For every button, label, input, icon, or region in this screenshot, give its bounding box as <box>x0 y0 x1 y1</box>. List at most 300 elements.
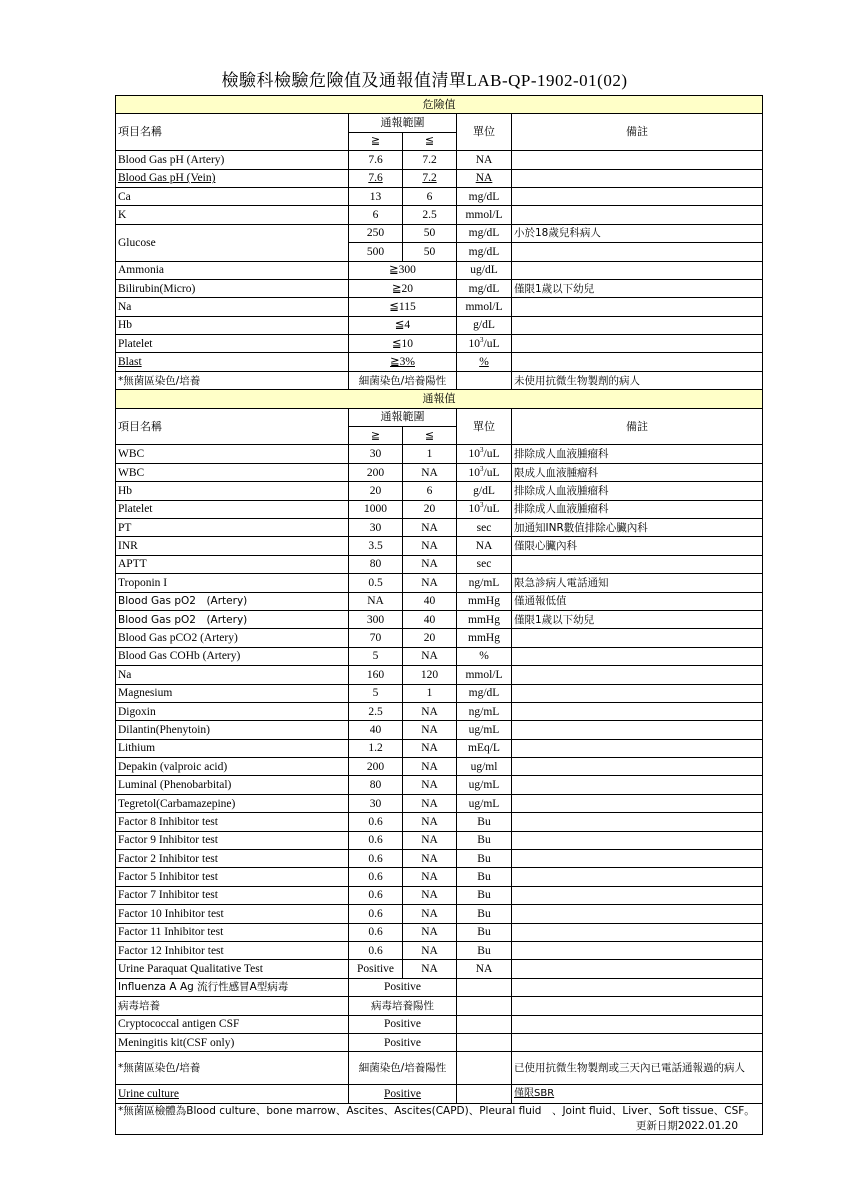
table-row <box>116 850 763 868</box>
note-cell <box>512 702 763 720</box>
table-row <box>116 831 763 849</box>
note-cell: 僅限1歲以下幼兒 <box>512 610 763 628</box>
item-name: Factor 12 Inhibitor test <box>116 941 349 959</box>
column-header-range: 通報範圍 <box>349 408 457 426</box>
table-row <box>116 739 763 757</box>
table-row <box>116 279 763 297</box>
unit-cell: ng/mL <box>457 702 512 720</box>
table-row <box>116 335 763 353</box>
item-name: Blood Gas pO2 (Artery) <box>116 592 349 610</box>
unit-cell <box>457 335 512 353</box>
table-row <box>116 1052 763 1085</box>
threshold-ge: 30 <box>349 518 403 536</box>
threshold-le: 40 <box>403 592 457 610</box>
item-name: Tegretol(Carbamazepine) <box>116 794 349 812</box>
unit-cell: Bu <box>457 886 512 904</box>
unit-cell <box>457 997 512 1015</box>
unit-cell: mmol/L <box>457 666 512 684</box>
item-name: Influenza A Ag 流行性感冒A型病毒 <box>116 978 349 996</box>
note-cell <box>512 941 763 959</box>
note-cell <box>512 923 763 941</box>
note-cell <box>512 813 763 831</box>
item-name: Na <box>116 298 349 316</box>
note-cell: 排除成人血液腫瘤科 <box>512 482 763 500</box>
table-row <box>116 941 763 959</box>
table-row <box>116 886 763 904</box>
threshold-ge: NA <box>349 592 403 610</box>
threshold-le: NA <box>403 941 457 959</box>
table-row <box>116 610 763 628</box>
table-row <box>116 298 763 316</box>
item-name: Na <box>116 666 349 684</box>
note-cell <box>512 905 763 923</box>
table-row <box>116 463 763 481</box>
unit-cell: ug/mL <box>457 721 512 739</box>
section-title: 通報值 <box>116 390 763 408</box>
threshold-le: NA <box>403 702 457 720</box>
note-cell <box>512 555 763 573</box>
threshold-le: 1 <box>403 684 457 702</box>
column-header-range: 通報範圍 <box>349 114 457 132</box>
threshold-le: NA <box>403 555 457 573</box>
item-name: Bilirubin(Micro) <box>116 279 349 297</box>
threshold-ge: 20 <box>349 482 403 500</box>
item-name: Blood Gas pH (Vein) <box>116 169 349 187</box>
threshold-le: 20 <box>403 629 457 647</box>
threshold-le: NA <box>403 960 457 978</box>
unit-cell: mg/dL <box>457 224 512 242</box>
range-value: ≧3% <box>349 353 457 371</box>
threshold-le: NA <box>403 574 457 592</box>
item-name: *無菌區染色/培養 <box>116 371 349 389</box>
footer-note: *無菌區檢體為Blood culture、bone marrow、Ascites、Ascites(CAPD)、Pleural fluid 、Joint fluid、Liver、Soft tissue、CSF。 <box>118 1104 755 1117</box>
threshold-le: 7.2 <box>403 151 457 169</box>
unit-base: 10 <box>468 448 480 461</box>
unit-cell: ug/dL <box>457 261 512 279</box>
section-title: 危險值 <box>116 96 763 114</box>
unit-cell: mmHg <box>457 592 512 610</box>
note-cell <box>512 886 763 904</box>
threshold-le: NA <box>403 518 457 536</box>
threshold-ge: 1.2 <box>349 739 403 757</box>
threshold-le: 40 <box>403 610 457 628</box>
range-value: Positive <box>349 1033 457 1051</box>
unit-cell: % <box>457 353 512 371</box>
item-name: Digoxin <box>116 702 349 720</box>
table-row <box>116 776 763 794</box>
table-row <box>116 518 763 536</box>
note-cell <box>512 151 763 169</box>
table-row <box>116 445 763 463</box>
document-title: 檢驗科檢驗危險值及通報值清單LAB-QP-1902-01(02) <box>221 71 628 90</box>
table-row <box>116 316 763 334</box>
item-name: Urine culture <box>116 1085 349 1103</box>
threshold-le: NA <box>403 886 457 904</box>
threshold-ge: Positive <box>349 960 403 978</box>
item-name: Troponin I <box>116 574 349 592</box>
note-cell <box>512 868 763 886</box>
item-name: Blood Gas pCO2 (Artery) <box>116 629 349 647</box>
note-cell <box>512 978 763 996</box>
update-date: 更新日期2022.01.20 <box>635 1119 739 1132</box>
note-cell <box>512 353 763 371</box>
item-name: Dilantin(Phenytoin) <box>116 721 349 739</box>
table-row <box>116 555 763 573</box>
threshold-le: NA <box>403 537 457 555</box>
item-name: Hb <box>116 482 349 500</box>
unit-exponent: 3 <box>480 446 484 455</box>
threshold-ge: 1000 <box>349 500 403 518</box>
threshold-ge: 0.6 <box>349 905 403 923</box>
table-row <box>116 794 763 812</box>
table-row <box>116 684 763 702</box>
unit-cell: mg/dL <box>457 684 512 702</box>
item-name: Factor 8 Inhibitor test <box>116 813 349 831</box>
note-cell <box>512 997 763 1015</box>
item-name: Ca <box>116 187 349 205</box>
item-name: Urine Paraquat Qualitative Test <box>116 960 349 978</box>
threshold-ge: 200 <box>349 758 403 776</box>
column-header-item: 項目名稱 <box>116 408 349 445</box>
threshold-ge: 30 <box>349 794 403 812</box>
item-name: Factor 11 Inhibitor test <box>116 923 349 941</box>
column-header-row <box>116 114 763 132</box>
note-cell <box>512 684 763 702</box>
table-row <box>116 813 763 831</box>
unit-cell: sec <box>457 555 512 573</box>
unit-exponent: 3 <box>480 464 484 473</box>
unit-cell <box>457 371 512 389</box>
table-row <box>116 868 763 886</box>
unit-cell: ng/mL <box>457 574 512 592</box>
item-name: Ammonia <box>116 261 349 279</box>
item-name: K <box>116 206 349 224</box>
threshold-ge: 0.6 <box>349 923 403 941</box>
item-name: Blood Gas pH (Artery) <box>116 151 349 169</box>
item-name: 病毒培養 <box>116 997 349 1015</box>
item-name: Cryptococcal antigen CSF <box>116 1015 349 1033</box>
note-cell <box>512 739 763 757</box>
note-cell: 排除成人血液腫瘤科 <box>512 445 763 463</box>
item-name: *無菌區染色/培養 <box>116 1052 349 1085</box>
threshold-le: NA <box>403 905 457 923</box>
threshold-le: NA <box>403 794 457 812</box>
note-cell <box>512 298 763 316</box>
note-cell <box>512 187 763 205</box>
note-cell: 僅通報低值 <box>512 592 763 610</box>
unit-cell: g/dL <box>457 482 512 500</box>
unit-cell: NA <box>457 960 512 978</box>
threshold-ge: 5 <box>349 647 403 665</box>
threshold-ge: 5 <box>349 684 403 702</box>
table-row <box>116 1085 763 1103</box>
section-header-row <box>116 390 763 408</box>
unit-base: 10 <box>468 466 480 479</box>
table-row <box>116 1033 763 1051</box>
unit-cell <box>457 1015 512 1033</box>
note-cell <box>512 758 763 776</box>
table-row <box>116 758 763 776</box>
item-name: Glucose <box>116 224 349 261</box>
note-cell <box>512 169 763 187</box>
note-cell <box>512 850 763 868</box>
unit-cell: Bu <box>457 813 512 831</box>
threshold-le: 50 <box>403 224 457 242</box>
unit-cell: mmHg <box>457 629 512 647</box>
threshold-ge: 3.5 <box>349 537 403 555</box>
unit-cell <box>457 1033 512 1051</box>
column-header-le: ≦ <box>403 427 457 445</box>
unit-cell: Bu <box>457 905 512 923</box>
column-header-unit: 單位 <box>457 114 512 151</box>
range-value: Positive <box>349 1015 457 1033</box>
unit-cell <box>457 1052 512 1085</box>
threshold-le: NA <box>403 813 457 831</box>
item-name: PT <box>116 518 349 536</box>
threshold-ge: 0.6 <box>349 941 403 959</box>
threshold-ge: 6 <box>349 206 403 224</box>
table-row <box>116 923 763 941</box>
item-name: INR <box>116 537 349 555</box>
table-row <box>116 721 763 739</box>
unit-base: 10 <box>468 503 480 516</box>
item-name: Depakin (valproic acid) <box>116 758 349 776</box>
threshold-le: 7.2 <box>403 169 457 187</box>
unit-cell: Bu <box>457 923 512 941</box>
threshold-ge: 2.5 <box>349 702 403 720</box>
unit-cell: Bu <box>457 868 512 886</box>
table-row <box>116 702 763 720</box>
unit-cell: mg/dL <box>457 243 512 261</box>
unit-exponent: 3 <box>480 501 484 510</box>
note-cell: 未使用抗微生物製劑的病人 <box>512 371 763 389</box>
unit-cell <box>457 445 512 463</box>
threshold-le: 6 <box>403 187 457 205</box>
table-row <box>116 905 763 923</box>
note-cell <box>512 206 763 224</box>
unit-cell <box>457 1085 512 1103</box>
range-value: Positive <box>349 978 457 996</box>
unit-tail: /uL <box>483 448 500 461</box>
note-cell <box>512 776 763 794</box>
item-name: Blood Gas pO2 (Artery) <box>116 610 349 628</box>
unit-cell: mg/dL <box>457 279 512 297</box>
unit-cell: sec <box>457 518 512 536</box>
column-header-unit: 單位 <box>457 408 512 445</box>
unit-cell <box>457 463 512 481</box>
note-cell <box>512 335 763 353</box>
unit-cell: g/dL <box>457 316 512 334</box>
note-cell: 已使用抗微生物製劑或三天內已電話通報過的病人 <box>512 1052 763 1085</box>
threshold-le: 120 <box>403 666 457 684</box>
threshold-le: 50 <box>403 243 457 261</box>
column-header-item: 項目名稱 <box>116 114 349 151</box>
item-name: Factor 2 Inhibitor test <box>116 850 349 868</box>
unit-cell: Bu <box>457 941 512 959</box>
item-name: WBC <box>116 445 349 463</box>
section-header-row <box>116 96 763 114</box>
note-cell: 排除成人血液腫瘤科 <box>512 500 763 518</box>
threshold-le: NA <box>403 721 457 739</box>
item-name: Platelet <box>116 500 349 518</box>
unit-cell: % <box>457 647 512 665</box>
range-value: Positive <box>349 1085 457 1103</box>
item-name: Factor 5 Inhibitor test <box>116 868 349 886</box>
item-name: Magnesium <box>116 684 349 702</box>
item-name: Factor 9 Inhibitor test <box>116 831 349 849</box>
threshold-ge: 300 <box>349 610 403 628</box>
table-row <box>116 537 763 555</box>
table-row <box>116 187 763 205</box>
unit-cell: Bu <box>457 850 512 868</box>
item-name: APTT <box>116 555 349 573</box>
note-cell <box>512 243 763 261</box>
range-value: ≦4 <box>349 316 457 334</box>
range-value: ≦115 <box>349 298 457 316</box>
item-name: Hb <box>116 316 349 334</box>
threshold-ge: 7.6 <box>349 151 403 169</box>
table-row <box>116 261 763 279</box>
unit-cell: Bu <box>457 831 512 849</box>
item-name: Factor 7 Inhibitor test <box>116 886 349 904</box>
note-cell <box>512 666 763 684</box>
note-cell <box>512 721 763 739</box>
note-cell <box>512 794 763 812</box>
threshold-ge: 0.6 <box>349 831 403 849</box>
threshold-ge: 40 <box>349 721 403 739</box>
threshold-ge: 200 <box>349 463 403 481</box>
note-cell <box>512 647 763 665</box>
unit-cell: NA <box>457 537 512 555</box>
column-header-le: ≦ <box>403 132 457 150</box>
table-row <box>116 592 763 610</box>
note-cell <box>512 316 763 334</box>
threshold-le: NA <box>403 463 457 481</box>
range-value: 細菌染色/培養陽性 <box>349 1052 457 1085</box>
unit-cell: mmHg <box>457 610 512 628</box>
column-header-row <box>116 408 763 426</box>
table-row <box>116 1015 763 1033</box>
table-row <box>116 482 763 500</box>
item-name: Blast <box>116 353 349 371</box>
threshold-ge: 7.6 <box>349 169 403 187</box>
item-name: WBC <box>116 463 349 481</box>
table-row <box>116 353 763 371</box>
item-name: Luminal (Phenobarbital) <box>116 776 349 794</box>
threshold-le: NA <box>403 831 457 849</box>
unit-cell: ug/mL <box>457 794 512 812</box>
threshold-le: NA <box>403 850 457 868</box>
unit-cell: NA <box>457 169 512 187</box>
threshold-le: NA <box>403 868 457 886</box>
threshold-ge: 500 <box>349 243 403 261</box>
table-row <box>116 151 763 169</box>
threshold-le: NA <box>403 647 457 665</box>
column-header-ge: ≧ <box>349 427 403 445</box>
item-name: Factor 10 Inhibitor test <box>116 905 349 923</box>
threshold-ge: 30 <box>349 445 403 463</box>
table-row <box>116 169 763 187</box>
unit-base: 10 <box>468 337 480 350</box>
threshold-ge: 0.6 <box>349 868 403 886</box>
note-cell <box>512 261 763 279</box>
table-row <box>116 371 763 389</box>
range-value: 病毒培養陽性 <box>349 997 457 1015</box>
threshold-le: 2.5 <box>403 206 457 224</box>
unit-cell: mEq/L <box>457 739 512 757</box>
range-value: ≧300 <box>349 261 457 279</box>
unit-exponent: 3 <box>480 335 484 344</box>
threshold-ge: 13 <box>349 187 403 205</box>
threshold-ge: 250 <box>349 224 403 242</box>
threshold-le: NA <box>403 776 457 794</box>
unit-cell: ug/ml <box>457 758 512 776</box>
table-row <box>116 629 763 647</box>
critical-value-table <box>115 95 763 1135</box>
table-row <box>116 978 763 996</box>
column-header-ge: ≧ <box>349 132 403 150</box>
threshold-le: 6 <box>403 482 457 500</box>
table-row <box>116 206 763 224</box>
note-cell: 小於18歲兒科病人 <box>512 224 763 242</box>
note-cell <box>512 1015 763 1033</box>
threshold-ge: 160 <box>349 666 403 684</box>
unit-cell: ug/mL <box>457 776 512 794</box>
footer-row <box>116 1103 763 1134</box>
unit-cell: NA <box>457 151 512 169</box>
threshold-ge: 0.6 <box>349 813 403 831</box>
note-cell <box>512 629 763 647</box>
table-row <box>116 647 763 665</box>
column-header-note: 備註 <box>512 114 763 151</box>
note-cell <box>512 1033 763 1051</box>
unit-cell: mmol/L <box>457 206 512 224</box>
threshold-le: NA <box>403 739 457 757</box>
note-cell: 限急診病人電話通知 <box>512 574 763 592</box>
note-cell <box>512 960 763 978</box>
table-row <box>116 224 763 242</box>
unit-cell: mmol/L <box>457 298 512 316</box>
threshold-ge: 0.5 <box>349 574 403 592</box>
unit-cell: mg/dL <box>457 187 512 205</box>
footer-cell <box>116 1103 763 1134</box>
threshold-le: NA <box>403 758 457 776</box>
threshold-le: 1 <box>403 445 457 463</box>
range-value: 細菌染色/培養陽性 <box>349 371 457 389</box>
range-value: ≦10 <box>349 335 457 353</box>
table-row <box>116 666 763 684</box>
item-name: Platelet <box>116 335 349 353</box>
note-cell <box>512 831 763 849</box>
threshold-le: NA <box>403 923 457 941</box>
unit-tail: /uL <box>483 337 500 350</box>
range-value: ≧20 <box>349 279 457 297</box>
column-header-note: 備註 <box>512 408 763 445</box>
note-cell: 加通知INR數值排除心臟內科 <box>512 518 763 536</box>
note-cell: 僅限SBR <box>512 1085 763 1103</box>
threshold-ge: 80 <box>349 555 403 573</box>
threshold-ge: 0.6 <box>349 886 403 904</box>
threshold-ge: 80 <box>349 776 403 794</box>
note-cell: 限成人血液腫瘤科 <box>512 463 763 481</box>
item-name: Meningitis kit(CSF only) <box>116 1033 349 1051</box>
table-row <box>116 500 763 518</box>
threshold-le: 20 <box>403 500 457 518</box>
table-row <box>116 960 763 978</box>
unit-tail: /uL <box>483 503 500 516</box>
item-name: Blood Gas COHb (Artery) <box>116 647 349 665</box>
unit-cell <box>457 500 512 518</box>
